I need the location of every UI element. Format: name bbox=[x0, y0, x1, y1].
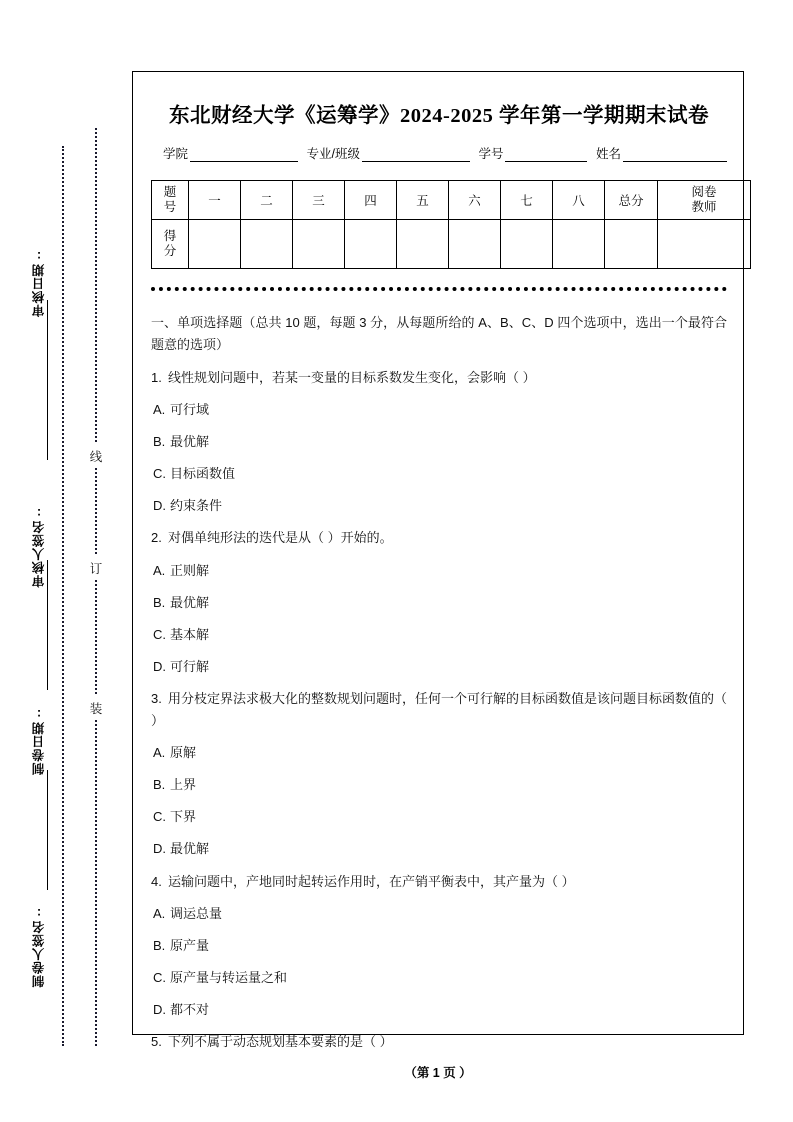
option-text: 最优解 bbox=[170, 434, 210, 450]
score-table-col-5: 五 bbox=[397, 181, 449, 220]
question-text-5: 下列不属于动态规划基本要素的是（ ） bbox=[168, 1033, 393, 1049]
score-table-col-grader: 阅卷 教师 bbox=[658, 181, 751, 220]
question-stem-1 bbox=[151, 367, 727, 389]
option-4-D[interactable] bbox=[151, 999, 727, 1021]
option-text: 可行解 bbox=[170, 658, 210, 674]
table-row-header bbox=[152, 181, 751, 220]
option-letter: C. bbox=[153, 626, 166, 642]
option-text: 都不对 bbox=[170, 1001, 210, 1017]
question-number-3: 3. bbox=[151, 690, 162, 706]
option-text: 最优解 bbox=[170, 594, 210, 610]
question-text-2: 对偶单纯形法的迭代是从（ ）开始的。 bbox=[168, 530, 393, 546]
option-letter: A. bbox=[153, 562, 166, 578]
margin-divider bbox=[47, 770, 48, 890]
score-table-col-1: 一 bbox=[189, 181, 241, 220]
seal-char-line: 线 bbox=[87, 444, 105, 468]
score-table-col-7: 七 bbox=[501, 181, 553, 220]
option-4-A[interactable] bbox=[151, 903, 727, 925]
score-cell-3[interactable] bbox=[293, 219, 345, 268]
score-table-col-8: 八 bbox=[553, 181, 605, 220]
page-footer: （第 1 页 ） bbox=[404, 1066, 472, 1080]
margin-divider bbox=[47, 300, 48, 460]
question-stem-2 bbox=[151, 527, 727, 549]
option-letter: D. bbox=[153, 841, 166, 857]
option-1-C[interactable] bbox=[151, 463, 727, 485]
option-3-B[interactable] bbox=[151, 774, 727, 796]
score-cell-1[interactable] bbox=[189, 219, 241, 268]
score-cell-5[interactable] bbox=[397, 219, 449, 268]
score-table-col-total: 总分 bbox=[605, 181, 658, 220]
option-3-C[interactable] bbox=[151, 806, 727, 828]
score-table-row-label-score: 得 分 bbox=[152, 219, 189, 268]
field-name-input[interactable] bbox=[623, 147, 727, 162]
binding-dashed-rule-inner bbox=[95, 128, 97, 1046]
option-text: 下界 bbox=[170, 809, 197, 825]
option-letter: A. bbox=[153, 402, 166, 418]
question-number-4: 4. bbox=[151, 873, 162, 889]
field-major-class bbox=[307, 144, 470, 162]
score-table bbox=[151, 180, 751, 269]
option-text: 原产量 bbox=[170, 937, 210, 953]
field-student-id bbox=[478, 144, 587, 162]
option-letter: A. bbox=[153, 905, 166, 921]
exam-paper-frame bbox=[132, 71, 744, 1049]
option-text: 基本解 bbox=[170, 626, 210, 642]
score-cell-total[interactable] bbox=[605, 219, 658, 268]
option-text: 目标函数值 bbox=[170, 466, 236, 482]
option-letter: B. bbox=[153, 594, 166, 610]
option-3-D[interactable] bbox=[151, 838, 727, 860]
option-letter: B. bbox=[153, 937, 166, 953]
section-heading-1: 一、单项选择题（总共 10 题，每题 3 分，从每题所给的 A、B、C、D 四个选项中，选出一个最符合题意的选项） bbox=[151, 314, 727, 353]
option-2-A[interactable] bbox=[151, 560, 727, 582]
score-cell-7[interactable] bbox=[501, 219, 553, 268]
option-letter: B. bbox=[153, 777, 166, 793]
score-cell-6[interactable] bbox=[449, 219, 501, 268]
option-text: 原产量与转运量之和 bbox=[170, 969, 288, 985]
option-letter: C. bbox=[153, 466, 166, 482]
score-cell-4[interactable] bbox=[345, 219, 397, 268]
option-3-A[interactable] bbox=[151, 742, 727, 764]
field-name-label: 姓名 bbox=[595, 147, 621, 161]
field-student-id-input[interactable] bbox=[505, 147, 587, 162]
option-text: 正则解 bbox=[170, 562, 210, 578]
option-text: 原解 bbox=[170, 745, 197, 761]
option-1-D[interactable] bbox=[151, 495, 727, 517]
question-number-5: 5. bbox=[151, 1033, 162, 1049]
field-name bbox=[596, 144, 727, 162]
field-major-class-label: 专业/班级 bbox=[306, 147, 360, 161]
dotted-separator bbox=[151, 287, 727, 296]
field-college bbox=[163, 144, 298, 162]
field-college-input[interactable] bbox=[190, 147, 298, 162]
score-cell-2[interactable] bbox=[241, 219, 293, 268]
margin-label-review-date: 审核日期: bbox=[32, 248, 46, 317]
option-letter: C. bbox=[153, 809, 166, 825]
score-table-col-3: 三 bbox=[293, 181, 345, 220]
seal-char-assemble: 装 bbox=[87, 696, 105, 720]
question-body bbox=[151, 312, 727, 1054]
option-letter: B. bbox=[153, 434, 166, 450]
option-letter: A. bbox=[153, 745, 166, 761]
question-text-4: 运输问题中，产地同时起转运作用时，在产销平衡表中，其产量为（ ） bbox=[168, 873, 575, 889]
question-stem-3 bbox=[151, 688, 727, 732]
left-binding-margin bbox=[0, 0, 132, 1122]
option-4-C[interactable] bbox=[151, 967, 727, 989]
option-2-B[interactable] bbox=[151, 592, 727, 614]
question-stem-4 bbox=[151, 871, 727, 893]
margin-label-production-date: 制卷日期: bbox=[32, 706, 46, 775]
option-text: 调运总量 bbox=[170, 905, 223, 921]
table-row bbox=[152, 219, 751, 268]
score-table-row-label-question: 题 号 bbox=[152, 181, 189, 220]
option-text: 约束条件 bbox=[170, 498, 223, 514]
option-letter: C. bbox=[153, 969, 166, 985]
score-table-col-4: 四 bbox=[345, 181, 397, 220]
option-1-B[interactable] bbox=[151, 431, 727, 453]
question-number-2: 2. bbox=[151, 530, 162, 546]
seal-char-bind: 订 bbox=[87, 556, 105, 580]
score-cell-grader[interactable] bbox=[658, 219, 751, 268]
field-major-class-input[interactable] bbox=[362, 147, 470, 162]
option-letter: D. bbox=[153, 658, 166, 674]
margin-label-reviewer-signature: 审核人签名: bbox=[32, 505, 46, 588]
binding-dashed-rule-outer bbox=[62, 146, 64, 1046]
question-stem-5 bbox=[151, 1031, 727, 1053]
margin-label-producer-signature: 制卷人签名: bbox=[32, 905, 46, 988]
field-student-id-label: 学号 bbox=[478, 147, 504, 161]
option-text: 上界 bbox=[170, 777, 197, 793]
score-table-col-2: 二 bbox=[241, 181, 293, 220]
question-number-1: 1. bbox=[151, 370, 162, 385]
score-cell-8[interactable] bbox=[553, 219, 605, 268]
option-text: 最优解 bbox=[170, 841, 210, 857]
question-text-1: 线性规划问题中，若某一变量的目标系数发生变化，会影响（ ） bbox=[168, 370, 536, 385]
question-text-3: 用分枝定界法求极大化的整数规划问题时，任何一个可行解的目标函数值是该问题目标函数值的（ ） bbox=[151, 690, 728, 729]
field-college-label: 学院 bbox=[163, 147, 189, 161]
option-letter: D. bbox=[153, 498, 166, 514]
option-4-B[interactable] bbox=[151, 935, 727, 957]
option-letter: D. bbox=[153, 1001, 166, 1017]
option-1-A[interactable] bbox=[151, 399, 727, 421]
option-2-C[interactable] bbox=[151, 624, 727, 646]
option-2-D[interactable] bbox=[151, 656, 727, 678]
student-info-row bbox=[163, 144, 727, 162]
option-text: 可行域 bbox=[170, 402, 210, 418]
page-title: 东北财经大学《运筹学》2024‑2025 学年第一学期期末试卷 bbox=[169, 105, 709, 127]
score-table-col-6: 六 bbox=[449, 181, 501, 220]
